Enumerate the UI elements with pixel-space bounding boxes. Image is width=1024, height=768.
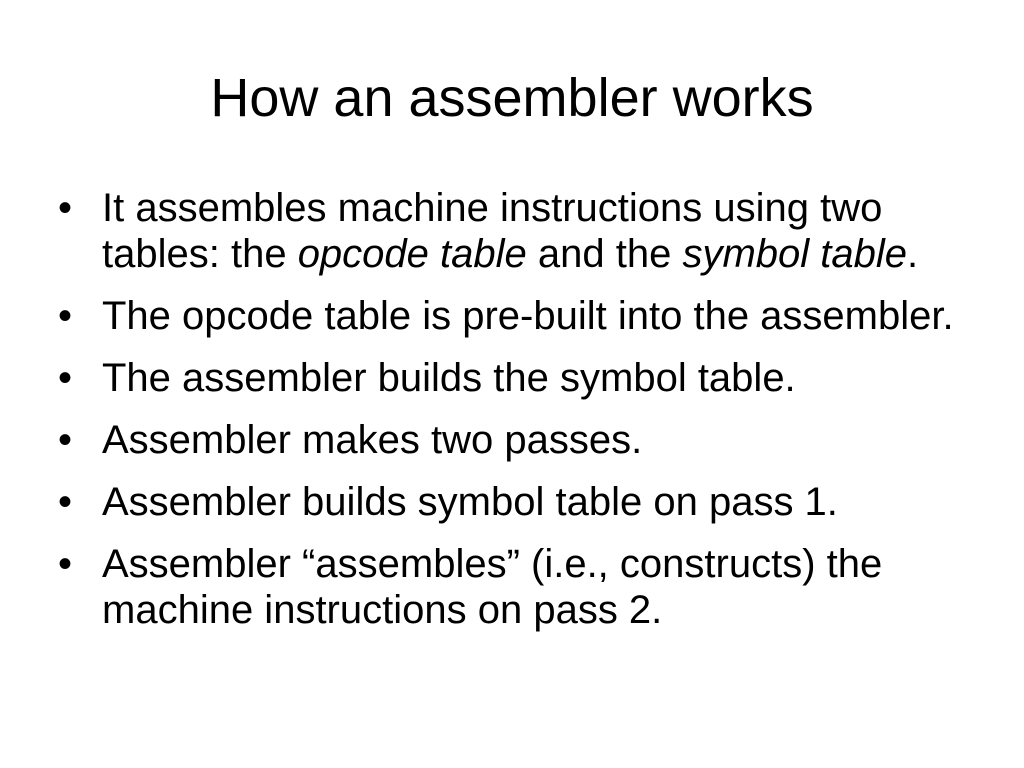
bullet-text: Assembler builds symbol table on pass 1. bbox=[102, 480, 838, 524]
bullet-text: Assembler “assembles” (i.e., constructs) the machine instructions on pass 2. bbox=[102, 542, 883, 632]
bullet-dot-icon: • bbox=[58, 186, 73, 230]
bullet-text: Assembler makes two passes. bbox=[102, 418, 643, 462]
bullet-list bbox=[56, 185, 976, 649]
bullet-dot-icon: • bbox=[58, 356, 73, 400]
bullet-item bbox=[56, 185, 976, 277]
bullet-item bbox=[56, 541, 976, 633]
bullet-dot-icon: • bbox=[58, 294, 73, 338]
bullet-item bbox=[56, 293, 976, 339]
bullet-item bbox=[56, 479, 976, 525]
bullet-text-italic: symbol table bbox=[682, 232, 908, 276]
bullet-dot-icon: • bbox=[58, 418, 73, 462]
bullet-dot-icon: • bbox=[58, 542, 73, 586]
bullet-text-segment: . bbox=[907, 232, 919, 276]
bullet-item bbox=[56, 417, 976, 463]
bullet-text: The assembler builds the symbol table. bbox=[102, 356, 796, 400]
bullet-dot-icon: • bbox=[58, 480, 73, 524]
slide-title: How an assembler works bbox=[210, 68, 814, 128]
bullet-text: The opcode table is pre-built into the assembler. bbox=[102, 294, 954, 338]
bullet-text-segment: and the bbox=[526, 232, 683, 276]
bullet-text-italic: opcode table bbox=[297, 232, 527, 276]
bullet-item bbox=[56, 355, 976, 401]
bullet-text-segment: It assembles machine instructions using two tables: the bbox=[102, 186, 883, 276]
bullet-text bbox=[102, 186, 918, 276]
